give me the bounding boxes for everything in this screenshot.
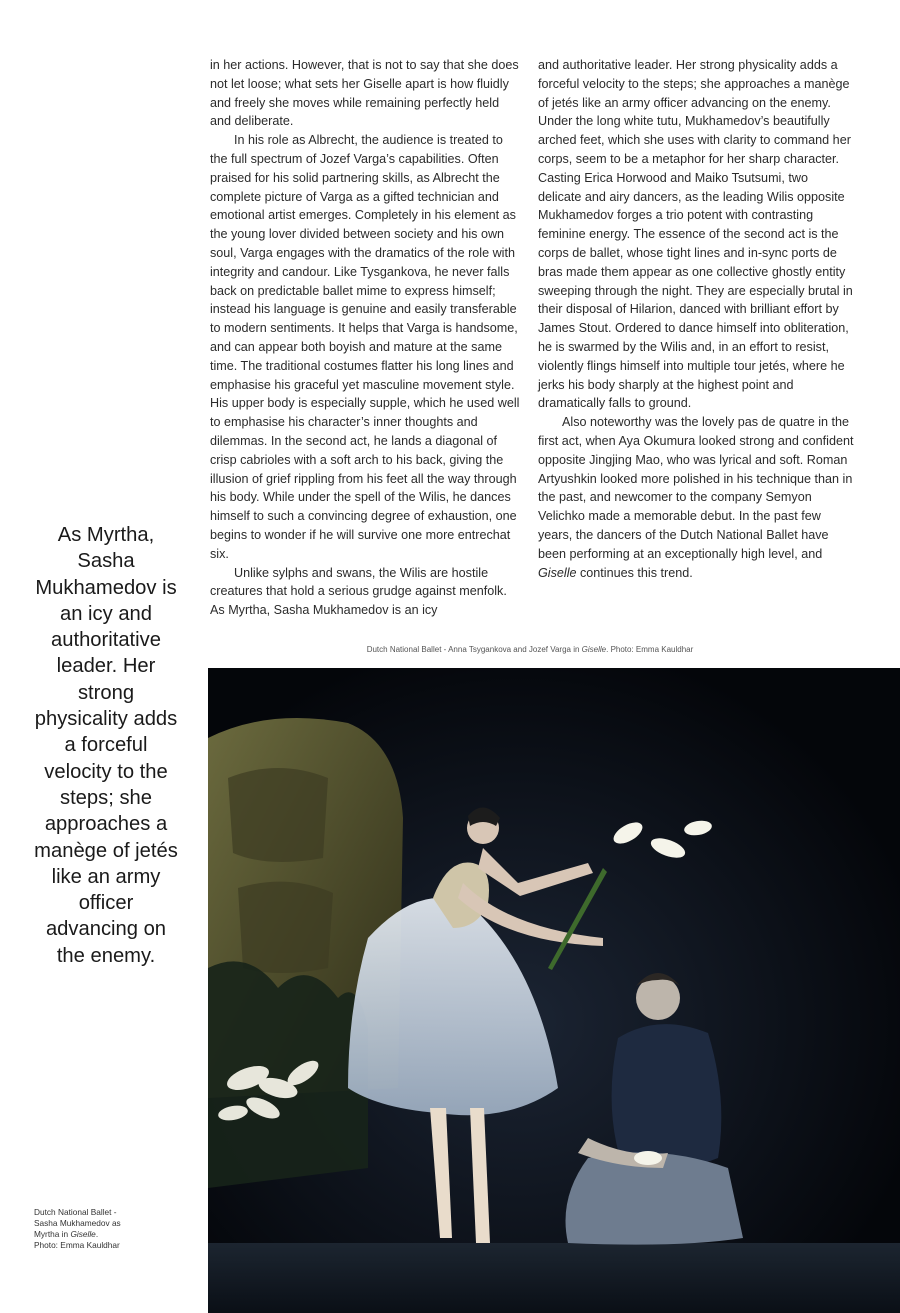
article-paragraph: In his role as Albrecht, the audience is treated to the full spectrum of Jozef Varga’s capabilities. Often praised for his solid partnering skills, as Albrecht the complete picture of Varga as a gifted technician and emotional artist emerges. Completely in his element as the young lover divided between society and his own soul, Varga engages with the dramatics of the role with integrity and candour. Like Tysgankova, he never falls back on predictable ballet mime to express himself; instead his language is genuine and easily transferable to modern sentiments. It helps that Varga is handsome, and can appear both boyish and mature at the same time. The traditional costumes flatter his long lines and emphasise his graceful yet masculine movement style. His upper body is especially supple, which he used well to emphasise his character’s inner thoughts and dilemmas. In the second act, he lands a diagonal of crisp cabrioles with a soft arch to his back, giving the illusion of grief rippling from his feet all the way through his body. While under the spell of the Wilis, he dances himself to such a convincing degree of exhaustion, one begins to wonder if he will survive one more entrechat six. xyxy=(210,133,520,561)
article-paragraph: Unlike sylphs and swans, the Wilis are hostile creatures that hold a serious grudge against menfolk. As Myrtha, Sasha Mukhamedov is an icy xyxy=(210,565,507,618)
ballet-scene-illustration xyxy=(208,668,900,1313)
paragraph-end: continues this trend. xyxy=(580,565,693,580)
article-column-right xyxy=(538,56,854,582)
paragraph-text: Also noteworthy was the lovely pas de quatre in the first act, when Aya Okumura looked strong and confident opposite Jingjing Mao, who was lyrical and soft. Roman Artyushkin looked more polished in his technique than in the past, and newcomer to the company Semyon Velichko made a memorable debut. In the past few years, the dancers of the Dutch National Ballet have been performing at an exceptionally high level, and xyxy=(538,415,854,561)
article-paragraph: in her actions. However, that is not to say that she does not let loose; what sets her Giselle apart is how fluidly and freely she moves while remaining perfectly held and deliberate. xyxy=(210,58,519,129)
title-italic: Giselle xyxy=(538,565,577,580)
article-paragraph: and authoritative leader. Her strong physicality adds a forceful velocity to the steps; she approaches a manège of jetés like an army officer advancing on the enemy. Under the long white tutu, Mukhamedov’s beautifully arched feet, which she uses with clarity to command her corps, seem to be a metaphor for her sharp character. Casting Erica Horwood and Maiko Tsutsumi, two delicate and airy dancers, as the leading Wilis opposite Mukhamedov forges a trio potent with contrasting feminine energy. The essence of the second act is the corps de ballet, whose tight lines and in-sync ports de bras made them appear as one collective ghostly entity sweeping through the night. They are especially brutal in their disposal of Hilarion, danced with brilliant effort by James Stout. Ordered to dance himself into obliteration, he is swarmed by the Wilis and, in an effort to resist, violently flings himself into multiple tour jetés, where he jerks his body sharply at the highest point and dramatically falls to ground. xyxy=(538,58,853,411)
article-column-left xyxy=(210,56,522,620)
photo-caption: Dutch National Ballet - Anna Tsygankova and Jozef Varga in Giselle. Photo: Emma Kauldhar xyxy=(366,645,694,654)
article-paragraph xyxy=(538,413,854,582)
ballet-photograph xyxy=(208,668,900,1313)
pull-quote: As Myrtha, Sasha Mukhamedov is an icy and authoritative leader. Her strong physicality adds a forceful velocity to the steps; she approaches a manège of jetés like an army officer advancing on the enemy. xyxy=(34,524,178,967)
side-caption: Dutch National Ballet - Sasha Mukhamedov as Myrtha in Giselle. Photo: Emma Kauldhar xyxy=(34,1207,121,1250)
